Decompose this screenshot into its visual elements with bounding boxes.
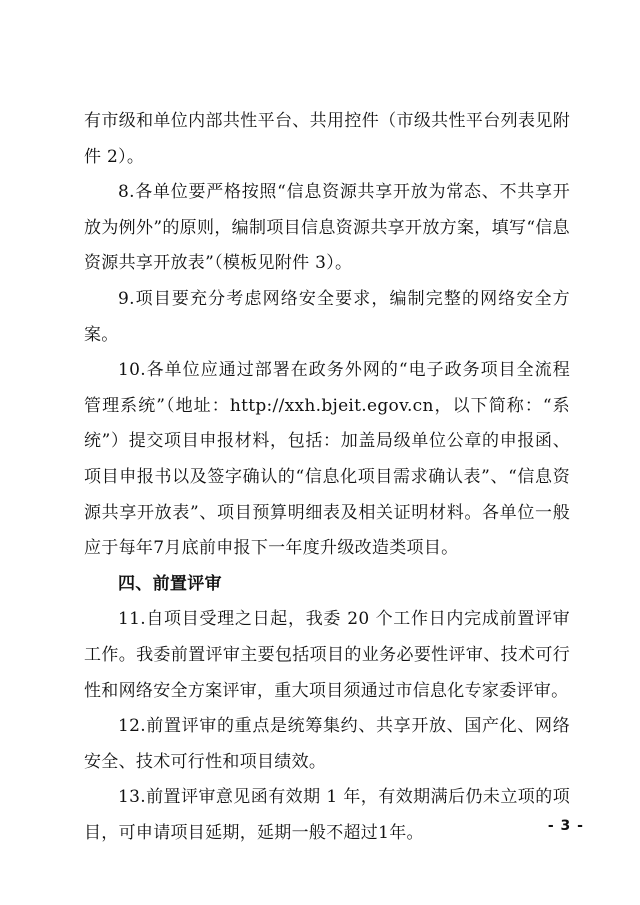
paragraph-item-9: 9.项目要充分考虑网络安全要求，编制完整的网络安全方案。 bbox=[84, 288, 570, 345]
paragraph-continued: 有市级和单位内部共性平台、共用控件（市级共性平台列表见附件 2）。 bbox=[84, 111, 570, 167]
document-body bbox=[84, 104, 570, 851]
paragraph-item-8: 8.各单位要严格按照“信息资源共享开放为常态、不共享开放为例外”的原则，编制项目信息资源共享开放方案，填写“信息资源共享开放表”（模板见附件 3）。 bbox=[84, 182, 570, 274]
page-number: - 3 - bbox=[547, 818, 584, 834]
section-heading: 四、前置评审 bbox=[118, 573, 222, 594]
paragraph-item-13: 13.前置评审意见函有效期 1 年，有效期满后仍未立项的项目，可申请项目延期，延期一般不超过1年。 bbox=[84, 787, 570, 843]
paragraph-item-11: 11.自项目受理之日起，我委 20 个工作日内完成前置评审工作。我委前置评审主要包括项目的业务必要性评审、技术可行性和网络安全方案评审，重大项目须通过市信息化专家委评审。 bbox=[84, 609, 570, 701]
paragraph-item-10: 10.各单位应通过部署在政务外网的“电子政务项目全流程管理系统”（地址：http://xxh.bjeit.egov.cn，以下简称：“系统”）提交项目申报材料，包括：加盖局级单位公章的申报函、项目申报书以及签字确认的“信息化项目需求确认表”、“信息资源共享开放表”、项目预算明细表及相关证明材料。各单位一般应于每年7月底前申报下一年度升级改造类项目。 bbox=[84, 360, 570, 559]
paragraph-item-12: 12.前置评审的重点是统筹集约、共享开放、国产化、网络安全、技术可行性和项目绩效。 bbox=[84, 716, 570, 772]
